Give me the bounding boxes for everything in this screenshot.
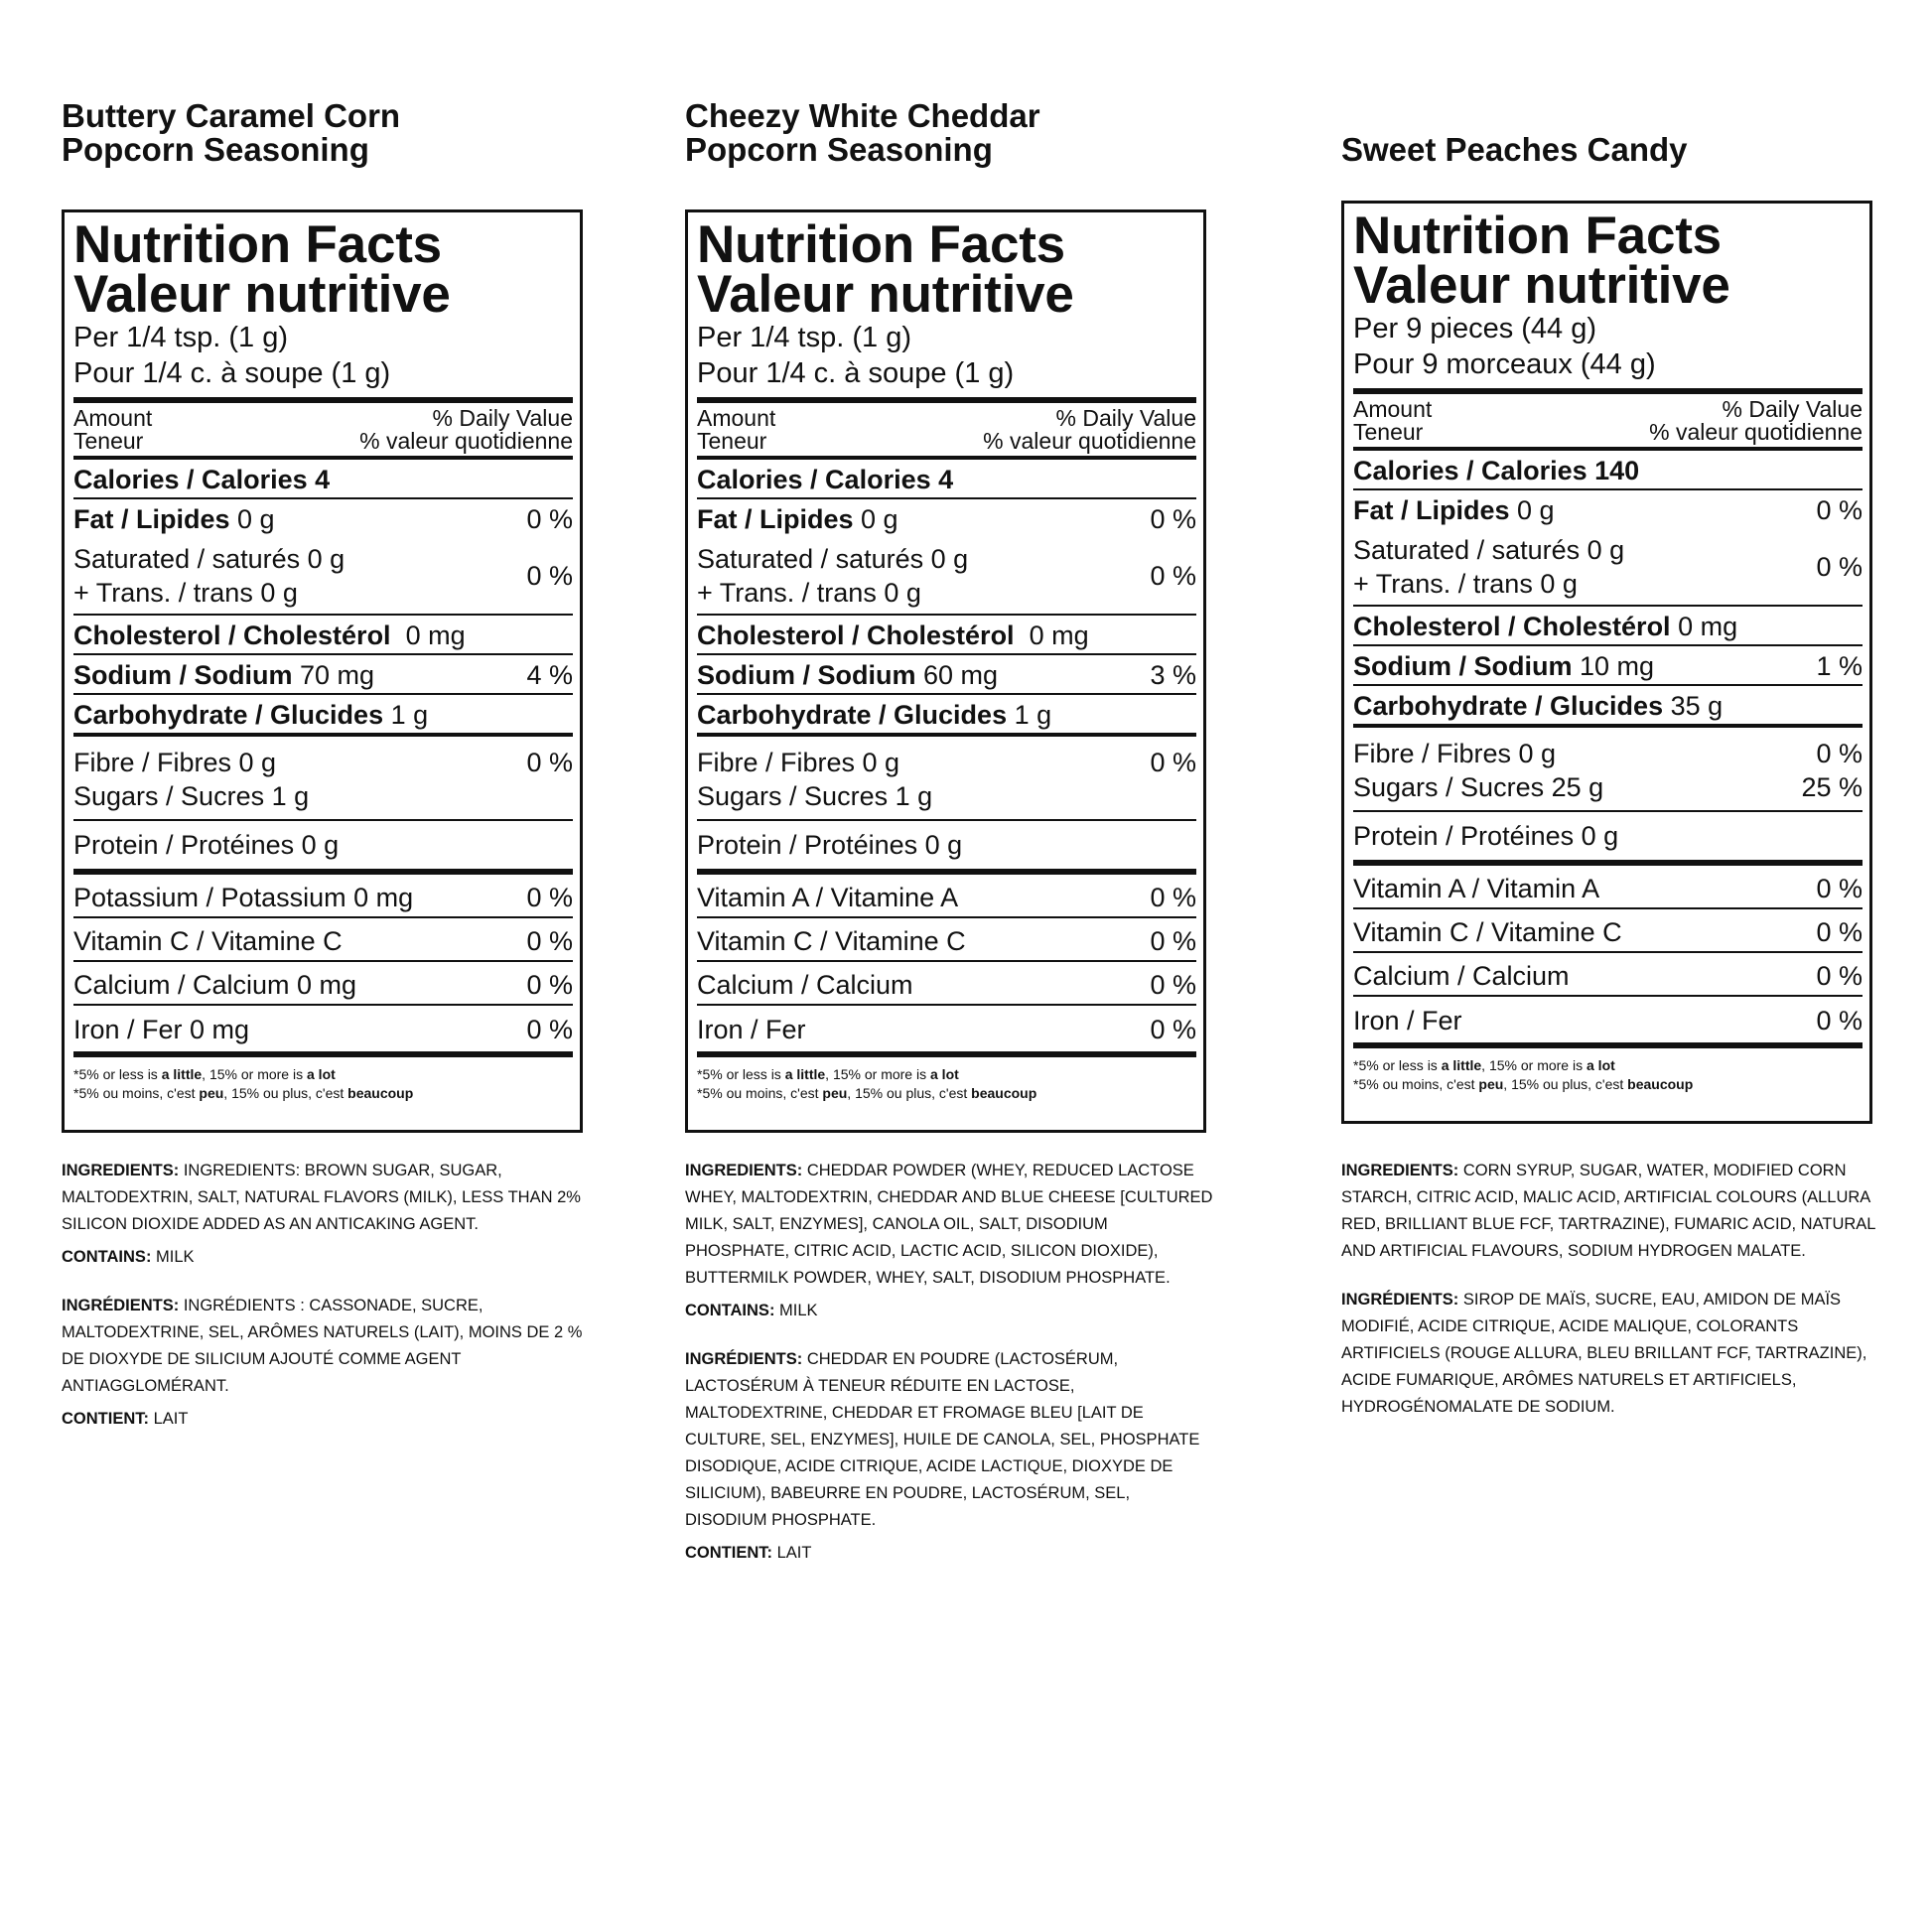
ingredients-fr: INGRÉDIENTS: SIROP DE MAÏS, SUCRE, EAU, AMIDON DE MAÏS MODIFIÉ, ACIDE CITRIQUE, ACIDE MALIQUE, COLORANTS ARTIFICIELS (ROUGE ALLURA, BLEU BRILLANT FCF, TARTRAZINE), ACIDE FUMARIQUE, ARÔMES NATURELS ET ARTIFICIELS, HYDROGÉNOMALATE DE SODIUM. xyxy=(1341,1291,1867,1416)
protein-row xyxy=(1353,812,1863,860)
contains-en: CONTAINS: MILK xyxy=(62,1248,195,1266)
sodium-value: 60 mg xyxy=(915,660,999,690)
micronutrient-1-pct: 0 % xyxy=(526,883,573,912)
sodium-label: Sodium / Sodium xyxy=(73,660,293,690)
ingredients-block xyxy=(1341,1158,1877,1427)
micronutrient-2-label: Vitamin C / Vitamine C xyxy=(73,926,343,956)
valeur-nutritive-heading: Valeur nutritive xyxy=(73,265,451,324)
micronutrient-row-1 xyxy=(697,875,1196,916)
micronutrient-2-label: Vitamin C / Vitamine C xyxy=(697,926,966,956)
product-title-line-2: Popcorn Seasoning xyxy=(62,131,369,168)
ingredients-block xyxy=(685,1158,1216,1573)
amount-label: Amount xyxy=(697,405,776,431)
micronutrient-1-label: Vitamin A / Vitamine A xyxy=(697,883,959,912)
micronutrient-4-label: Iron / Fer xyxy=(697,1015,806,1044)
sodium-row xyxy=(697,655,1196,693)
teneur-label: Teneur xyxy=(697,428,767,454)
micronutrient-3-label: Calcium / Calcium 0 mg xyxy=(73,970,357,1000)
cholesterol-value: 0 mg xyxy=(1014,621,1089,650)
fat-label: Fat / Lipides xyxy=(697,504,854,534)
sodium-label: Sodium / Sodium xyxy=(1353,651,1573,681)
saturated-trans-row xyxy=(1353,528,1863,605)
micronutrient-4-pct: 0 % xyxy=(526,1015,573,1044)
trans-label: + Trans. / trans 0 g xyxy=(73,578,298,608)
fibre-label: Fibre / Fibres 0 g xyxy=(73,748,277,777)
micronutrient-2-pct: 0 % xyxy=(1150,926,1196,956)
sodium-row xyxy=(73,655,573,693)
sodium-value: 10 mg xyxy=(1572,651,1655,681)
daily-value-footnote xyxy=(73,1057,573,1103)
footnote-en: *5% or less is a little, 15% or more is a lot xyxy=(1353,1057,1615,1073)
micronutrient-2-pct: 0 % xyxy=(1816,917,1863,947)
ingredients-en: INGREDIENTS: CORN SYRUP, SUGAR, WATER, MODIFIED CORN STARCH, CITRIC ACID, MALIC ACID, ARTIFICIAL COLOURS (ALLURA RED, BRILLIANT BLUE FCF, TARTRAZINE), FUMARIC ACID, NATURAL AND ARTIFICIAL FLAVOURS, SODIUM HYDROGEN MALATE. xyxy=(1341,1162,1875,1260)
footnote-fr: *5% ou moins, c'est peu, 15% ou plus, c'est beaucoup xyxy=(73,1085,414,1101)
cholesterol-label: Cholesterol / Cholestérol xyxy=(1353,612,1671,641)
teneur-label: Teneur xyxy=(73,428,144,454)
saturated-trans-row xyxy=(697,537,1196,614)
fibre-pct: 0 % xyxy=(1150,748,1196,777)
footnote-en: *5% or less is a little, 15% or more is a lot xyxy=(73,1066,336,1082)
sodium-value: 70 mg xyxy=(292,660,375,690)
micronutrient-row-3 xyxy=(697,962,1196,1004)
calories-row xyxy=(697,460,1196,497)
sodium-label: Sodium / Sodium xyxy=(697,660,916,690)
saturated-label: Saturated / saturés 0 g xyxy=(73,544,345,574)
cholesterol-label: Cholesterol / Cholestérol xyxy=(73,621,391,650)
micronutrient-1-pct: 0 % xyxy=(1150,883,1196,912)
fibre-sugars-row xyxy=(1353,728,1863,810)
carbohydrate-value: 1 g xyxy=(1007,700,1052,730)
valeur-quotidienne-label: % valeur quotidienne xyxy=(1649,419,1863,445)
carbohydrate-label: Carbohydrate / Glucides xyxy=(1353,691,1664,721)
trans-label: + Trans. / trans 0 g xyxy=(697,578,921,608)
product-column-1 xyxy=(62,97,598,1428)
micronutrient-1-pct: 0 % xyxy=(1816,874,1863,903)
footnote-fr: *5% ou moins, c'est peu, 15% ou plus, c'est beaucoup xyxy=(697,1085,1037,1101)
micronutrient-1-label: Potassium / Potassium 0 mg xyxy=(73,883,414,912)
daily-value-label: % Daily Value xyxy=(1722,396,1863,422)
micronutrient-4-pct: 0 % xyxy=(1816,1006,1863,1035)
micronutrient-2-label: Vitamin C / Vitamine C xyxy=(1353,917,1622,947)
saturated-pct: 0 % xyxy=(1816,552,1863,582)
daily-value-label: % Daily Value xyxy=(432,405,573,431)
sugars-label: Sugars / Sucres 1 g xyxy=(697,781,933,811)
fibre-sugars-row xyxy=(73,737,573,819)
contains-en: CONTAINS: MILK xyxy=(685,1302,818,1319)
daily-value-label: % Daily Value xyxy=(1055,405,1196,431)
fat-pct: 0 % xyxy=(526,504,573,534)
nutrition-facts-panel xyxy=(62,209,583,1133)
micronutrient-row-2 xyxy=(697,918,1196,960)
serving-size-en: Per 9 pieces (44 g) xyxy=(1353,313,1597,345)
daily-value-footnote xyxy=(697,1057,1196,1103)
nutrition-facts-heading: Nutrition Facts xyxy=(697,215,1065,274)
carbohydrate-label: Carbohydrate / Glucides xyxy=(697,700,1008,730)
ingredients-en: INGREDIENTS: INGREDIENTS: BROWN SUGAR, SUGAR, MALTODEXTRIN, SALT, NATURAL FLAVORS (MILK), LESS THAN 2% SILICON DIOXIDE ADDED AS AN ANTICAKING AGENT. xyxy=(62,1162,581,1233)
micronutrient-row-1 xyxy=(73,875,573,916)
serving-size-fr: Pour 9 morceaux (44 g) xyxy=(1353,348,1656,380)
fat-row xyxy=(1353,490,1863,528)
nutrition-facts-panel xyxy=(685,209,1206,1133)
micronutrient-3-pct: 0 % xyxy=(526,970,573,1000)
protein-label: Protein / Protéines 0 g xyxy=(1353,821,1619,851)
fat-label: Fat / Lipides xyxy=(73,504,230,534)
carbohydrate-label: Carbohydrate / Glucides xyxy=(73,700,384,730)
micronutrient-row-4 xyxy=(1353,997,1863,1042)
product-column-3 xyxy=(1341,97,1882,1416)
valeur-quotidienne-label: % valeur quotidienne xyxy=(359,428,573,454)
fat-value: 0 g xyxy=(853,504,898,534)
ingredients-en: INGREDIENTS: CHEDDAR POWDER (WHEY, REDUCED LACTOSE WHEY, MALTODEXTRIN, CHEDDAR AND BLUE CHEESE [CULTURED MILK, SALT, ENZYMES], CANOLA OIL, SALT, DISODIUM PHOSPHATE, CITRIC ACID, LACTIC ACID, SILICON DIOXIDE), BUTTERMILK POWDER, WHEY, SALT, DISODIUM PHOSPHATE. xyxy=(685,1162,1213,1287)
sodium-row xyxy=(1353,646,1863,684)
saturated-label: Saturated / saturés 0 g xyxy=(697,544,969,574)
fat-value: 0 g xyxy=(1509,495,1555,525)
saturated-pct: 0 % xyxy=(1150,561,1196,591)
valeur-quotidienne-label: % valeur quotidienne xyxy=(983,428,1196,454)
amount-label: Amount xyxy=(1353,396,1433,422)
carbohydrate-value: 1 g xyxy=(383,700,429,730)
micronutrient-2-pct: 0 % xyxy=(526,926,573,956)
cholesterol-row xyxy=(697,616,1196,653)
calories-label: Calories / Calories 4 xyxy=(697,465,954,494)
nutrition-facts-heading: Nutrition Facts xyxy=(73,215,442,274)
product-title xyxy=(685,97,1221,167)
product-column-2 xyxy=(685,97,1221,1562)
sugars-pct: 25 % xyxy=(1801,772,1863,802)
micronutrient-row-2 xyxy=(73,918,573,960)
ingredients-fr: INGRÉDIENTS: INGRÉDIENTS : CASSONADE, SUCRE, MALTODEXTRINE, SEL, ARÔMES NATURELS (LAIT), MOINS DE 2 % DE DIOXYDE DE SILICIUM AJOUTÉ COMME AGENT ANTIAGGLOMÉRANT. xyxy=(62,1297,583,1395)
protein-row xyxy=(73,821,573,869)
saturated-pct: 0 % xyxy=(526,561,573,591)
carbohydrate-row xyxy=(1353,686,1863,724)
micronutrient-3-pct: 0 % xyxy=(1816,961,1863,991)
calories-row xyxy=(1353,451,1863,488)
fibre-label: Fibre / Fibres 0 g xyxy=(697,748,900,777)
micronutrient-3-pct: 0 % xyxy=(1150,970,1196,1000)
contient-fr: CONTIENT: LAIT xyxy=(685,1544,812,1562)
saturated-trans-row xyxy=(73,537,573,614)
trans-label: + Trans. / trans 0 g xyxy=(1353,569,1578,599)
carbohydrate-row xyxy=(73,695,573,733)
micronutrient-3-label: Calcium / Calcium xyxy=(1353,961,1570,991)
product-title-line-2: Popcorn Seasoning xyxy=(685,131,993,168)
cholesterol-value: 0 mg xyxy=(1670,612,1738,641)
ingredients-block xyxy=(62,1158,593,1439)
micronutrient-4-pct: 0 % xyxy=(1150,1015,1196,1044)
valeur-nutritive-heading: Valeur nutritive xyxy=(1353,256,1730,315)
product-title-line-1: Cheezy White Cheddar xyxy=(685,97,1040,134)
cholesterol-label: Cholesterol / Cholestérol xyxy=(697,621,1015,650)
micronutrient-row-2 xyxy=(1353,909,1863,951)
serving-size-fr: Pour 1/4 c. à soupe (1 g) xyxy=(73,357,391,389)
fibre-label: Fibre / Fibres 0 g xyxy=(1353,739,1557,768)
micronutrient-4-label: Iron / Fer xyxy=(1353,1006,1462,1035)
footnote-en: *5% or less is a little, 15% or more is a lot xyxy=(697,1066,959,1082)
nutrition-facts-panel xyxy=(1341,201,1872,1124)
column-header xyxy=(697,403,1196,456)
fat-row xyxy=(73,499,573,537)
valeur-nutritive-heading: Valeur nutritive xyxy=(697,265,1074,324)
ingredients-fr: INGRÉDIENTS: CHEDDAR EN POUDRE (LACTOSÉRUM, LACTOSÉRUM À TENEUR RÉDUITE EN LACTOSE, MALTODEXTRINE, CHEDDAR ET FROMAGE BLEU [LAIT DE CULTURE, SEL, ENZYMES], HUILE DE CANOLA, SEL, PHOSPHATE DISODIQUE, ACIDE CITRIQUE, ACIDE LACTIQUE, DIOXYDE DE SILICIUM), BABEURRE EN POUDRE, LACTOSÉRUM, SEL, DISODIUM PHOSPHATE. xyxy=(685,1350,1200,1529)
saturated-label: Saturated / saturés 0 g xyxy=(1353,535,1625,565)
micronutrient-row-3 xyxy=(1353,953,1863,995)
micronutrient-1-label: Vitamin A / Vitamin A xyxy=(1353,874,1600,903)
fibre-pct: 0 % xyxy=(526,748,573,777)
micronutrient-row-4 xyxy=(697,1006,1196,1051)
cholesterol-row xyxy=(1353,607,1863,644)
calories-label: Calories / Calories 4 xyxy=(73,465,331,494)
serving-size-en: Per 1/4 tsp. (1 g) xyxy=(73,322,288,353)
protein-row xyxy=(697,821,1196,869)
sugars-label: Sugars / Sucres 25 g xyxy=(1353,772,1604,802)
sodium-pct: 3 % xyxy=(1150,660,1196,690)
product-title xyxy=(1341,97,1882,167)
calories-label: Calories / Calories 140 xyxy=(1353,456,1640,485)
sodium-pct: 1 % xyxy=(1816,651,1863,681)
serving-size-fr: Pour 1/4 c. à soupe (1 g) xyxy=(697,357,1015,389)
column-header xyxy=(73,403,573,456)
protein-label: Protein / Protéines 0 g xyxy=(73,830,340,860)
micronutrient-3-label: Calcium / Calcium xyxy=(697,970,913,1000)
nutrition-facts-heading: Nutrition Facts xyxy=(1353,207,1722,265)
protein-label: Protein / Protéines 0 g xyxy=(697,830,963,860)
product-title-line-2: Sweet Peaches Candy xyxy=(1341,131,1688,168)
serving-size-en: Per 1/4 tsp. (1 g) xyxy=(697,322,911,353)
column-header xyxy=(1353,394,1863,447)
micronutrient-row-1 xyxy=(1353,866,1863,907)
calories-row xyxy=(73,460,573,497)
fibre-sugars-row xyxy=(697,737,1196,819)
cholesterol-value: 0 mg xyxy=(390,621,466,650)
footnote-fr: *5% ou moins, c'est peu, 15% ou plus, c'est beaucoup xyxy=(1353,1076,1694,1092)
contient-fr: CONTIENT: LAIT xyxy=(62,1410,189,1428)
fat-row xyxy=(697,499,1196,537)
sugars-label: Sugars / Sucres 1 g xyxy=(73,781,310,811)
carbohydrate-value: 35 g xyxy=(1663,691,1724,721)
carbohydrate-row xyxy=(697,695,1196,733)
daily-value-footnote xyxy=(1353,1048,1863,1094)
fat-value: 0 g xyxy=(229,504,275,534)
fat-pct: 0 % xyxy=(1150,504,1196,534)
micronutrient-row-3 xyxy=(73,962,573,1004)
teneur-label: Teneur xyxy=(1353,419,1424,445)
amount-label: Amount xyxy=(73,405,153,431)
product-title-line-1: Buttery Caramel Corn xyxy=(62,97,401,134)
cholesterol-row xyxy=(73,616,573,653)
micronutrient-4-label: Iron / Fer 0 mg xyxy=(73,1015,250,1044)
product-title xyxy=(62,97,598,167)
sodium-pct: 4 % xyxy=(526,660,573,690)
fat-label: Fat / Lipides xyxy=(1353,495,1510,525)
fat-pct: 0 % xyxy=(1816,495,1863,525)
micronutrient-row-4 xyxy=(73,1006,573,1051)
fibre-pct: 0 % xyxy=(1816,739,1863,768)
